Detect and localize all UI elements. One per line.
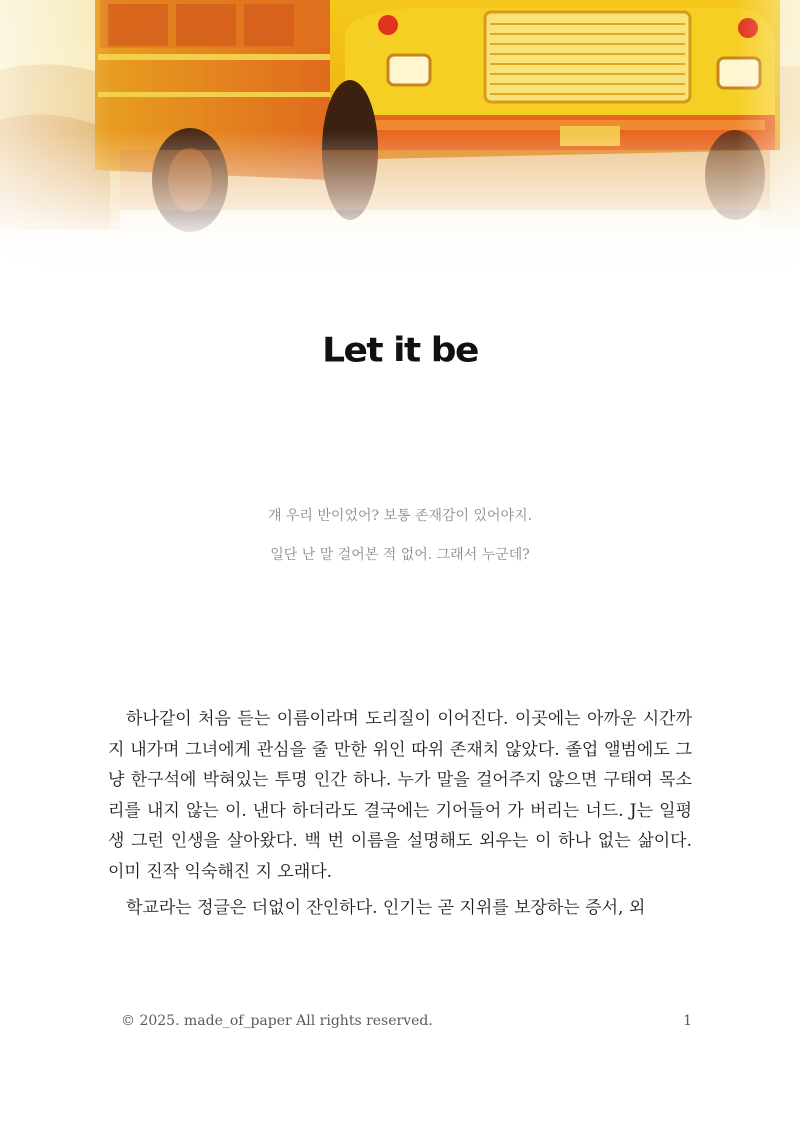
hero-bottom-fade — [0, 0, 800, 290]
copyright-notice: © 2025. made_of_paper All rights reserved. — [121, 1013, 433, 1029]
page-number: 1 — [683, 1013, 692, 1029]
body-paragraph: 학교라는 정글은 더없이 잔인하다. 인기는 곧 지위를 보장하는 증서, 외 — [126, 898, 646, 918]
epigraph-line: 일단 난 말 걸어본 적 없어. 그래서 누군데? — [270, 547, 530, 563]
header-illustration — [0, 0, 800, 290]
page-footer — [121, 1013, 692, 1029]
body-paragraph: 하나같이 처음 듣는 이름이라며 도리질이 이어진다. 이곳에는 아까운 시간까지 내가며 그녀에게 관심을 줄 만한 위인 따위 존재치 않았다. 졸업 앨범에도 그냥 한구석에 박혀있는 투명 인간 하나. 누가 말을 걸어주지 않으면 구태여 목소리를 내지 않는 이. 낸다 하더라도 결국에는 기어들어 가 버리는 너드. J는 일평생 그런 인생을 살아왔다. 백 번 이름을 설명해도 외우는 이 하나 없는 삶이다. 이미 진작 익숙해진 지 오래다. — [108, 709, 692, 882]
document-title: Let it be — [322, 331, 478, 370]
body-text — [108, 704, 692, 930]
epigraph — [0, 497, 800, 575]
epigraph-line: 걔 우리 반이었어? 보통 존재감이 있어야지. — [267, 508, 533, 524]
